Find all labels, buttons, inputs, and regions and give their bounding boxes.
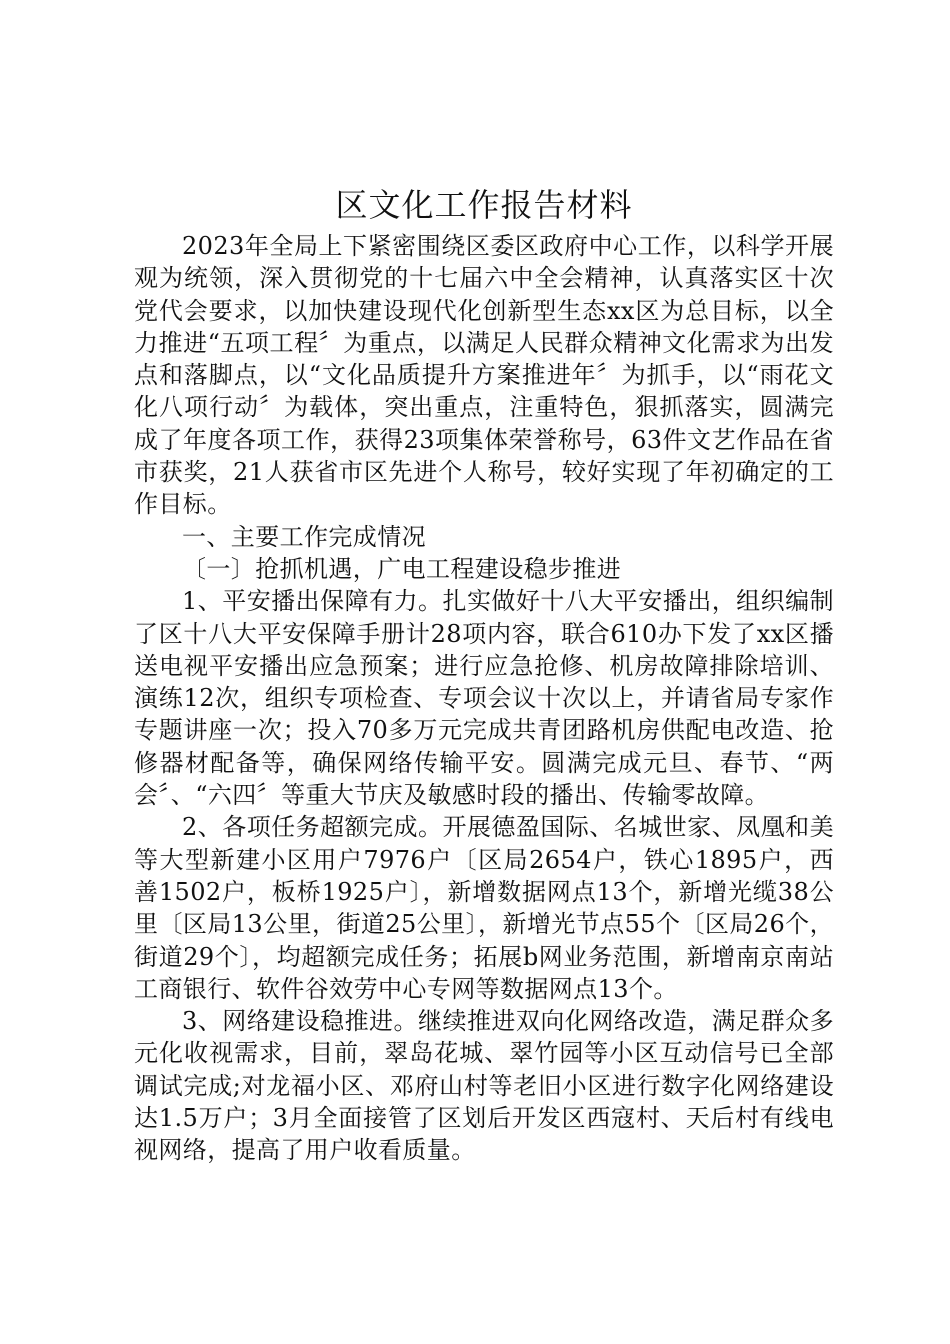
document-title: 区文化工作报告材料 <box>335 186 633 224</box>
document-page <box>134 182 834 1167</box>
intro-paragraph: 2023年全局上下紧密围绕区委区政府中心工作，以科学开展观为统领，深入贯彻党的十七届六中全会精神，认真落实区十次党代会要求，以加快建设现代化创新型生态xx区为总目标，以全力推进“五项工程〞为重点，以满足人民群众精神文化需求为出发点和落脚点，以“文化品质提升方案推进年〞为抓手，以“雨花文化八项行动〞为载体，突出重点，注重特色，狠抓落实，圆满完成了年度各项工作，获得23项集体荣誉称号，63件文艺作品在省市获奖，21人获省市区先进个人称号，较好实现了年初确定的工作目标。 <box>134 232 834 519</box>
body-paragraph: 1、平安播出保障有力。扎实做好十八大平安播出，组织编制了区十八大平安保障手册计28项内容，联合610办下发了xx区播送电视平安播出应急预案；进行应急抢修、机房故障排除培训、演练12次，组织专项检查、专项会议十次以上，并请省局专家作专题讲座一次；投入70多万元完成共青团路机房供配电改造、抢修器材配备等，确保网络传输平安。圆满完成元旦、春节、“两会〞、“六四〞等重大节庆及敏感时段的播出、传输零故障。 <box>134 587 834 810</box>
subsection-heading: 〔一〕抢抓机遇，广电工程建设稳步推进 <box>182 554 622 583</box>
section-heading: 一、主要工作完成情况 <box>182 522 426 551</box>
body-paragraph: 3、网络建设稳推进。继续推进双向化网络改造，满足群众多元化收视需求，目前，翠岛花城、翠竹园等小区互动信号已全部调试完成;对龙福小区、邓府山村等老旧小区进行数字化网络建设达1.5万户；3月全面接管了区划后开发区西寇村、天后村有线电视网络，提高了用户收看质量。 <box>134 1007 834 1165</box>
body-paragraph: 2、各项任务超额完成。开展德盈国际、名城世家、凤凰和美等大型新建小区用户7976户〔区局2654户，铁心1895户，西善1502户，板桥1925户〕，新增数据网点13个，新增光缆38公里〔区局13公里，街道25公里〕，新增光节点55个〔区局26个，街道29个〕，均超额完成任务；拓展b网业务范围，新增南京南站工商银行、软件谷效劳中心专网等数据网点13个。 <box>134 813 834 1003</box>
